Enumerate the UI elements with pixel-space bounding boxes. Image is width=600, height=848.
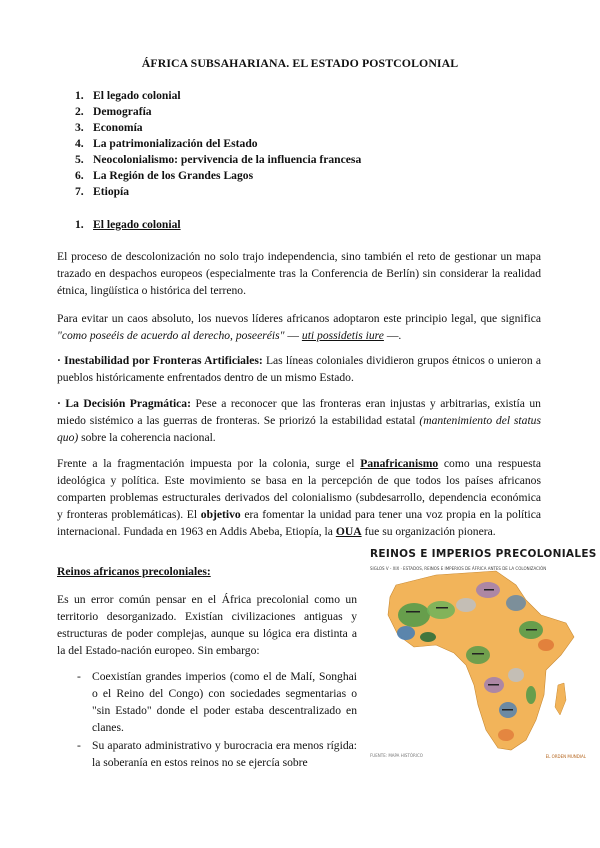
toc-item[interactable]: 6. La Región de los Grandes Lagos	[75, 169, 254, 182]
subheading-reinos: Reinos africanos precoloniales:	[57, 565, 211, 578]
kingdom-region	[397, 626, 415, 640]
madagascar-island	[555, 683, 566, 715]
kingdom-region	[427, 601, 455, 619]
kingdom-region	[508, 668, 524, 682]
page-title: ÁFRICA SUBSAHARIANA. EL ESTADO POSTCOLONIAL	[141, 56, 459, 70]
precolonial-kingdoms-map	[366, 545, 597, 767]
kingdom-region	[526, 686, 536, 704]
list-item: - Coexistían grandes imperios (como el de Malí, Songhai o el Reino del Congo) con sociedades segmentarias o "sin Estado" donde el poder estaba descentralizado en clanes.	[77, 670, 357, 734]
kingdom-region	[538, 639, 554, 651]
paragraph-decision-pragmatica: · La Decisión Pragmática: Pese a reconocer que las fronteras eran injustas y arbitrarias, existía un miedo sistémico a las guerras de fronteras. Se priorizó la estabilidad estatal (mantenimiento del status quo) sobre la coherencia nacional.	[57, 397, 541, 444]
paragraph-uti-possidetis: Para evitar un caos absoluto, los nuevos líderes africanos adoptaron este principio legal, que significa "como poseéis de acuerdo al derecho, poseeréis" — uti possidetis iure —.	[57, 312, 541, 342]
bullet-list	[57, 668, 357, 772]
toc-item[interactable]: 3. Economía	[75, 121, 143, 134]
map-subtitle: SIGLOS V - XIX · ESTADOS, REINOS E IMPERIOS DE ÁFRICA ANTES DE LA COLONIZACIÓN	[370, 566, 547, 571]
paragraph-panafricanismo: Frente a la fragmentación impuesta por la colonia, surge el Panafricanismo como una respuesta ideológica y política. Este movimiento se basa en la percepción de que todos los países africanos comparten problemas estructurales derivados del colonialismo (subdesarrollo, dependencia económica y fronteras problemáticas). El objetivo era fomentar la unidad para tener una voz propia en la política internacional. Fundada en 1963 en Addis Abeba, Etiopía, la OUA fue su organización pionera.	[57, 457, 541, 538]
kingdom-region	[398, 603, 430, 627]
toc-item[interactable]: 2. Demografía	[75, 105, 152, 118]
toc-item[interactable]: 5. Neocolonialismo: pervivencia de la influencia francesa	[75, 153, 362, 166]
kingdom-region	[498, 729, 514, 741]
kingdom-region	[420, 632, 436, 642]
paragraph-precolonial: Es un error común pensar en el África precolonial como un territorio desorganizado. Existían civilizaciones antiguas y estructuras de poder complejas, aunque su lógica era distinta a la del Estado-nación europeo. Sin embargo:	[57, 593, 357, 657]
list-item: - Su aparato administrativo y burocracia era menos rígida: la soberanía en estos reinos no se ejercía sobre	[77, 739, 357, 769]
paragraph-inestabilidad: · Inestabilidad por Fronteras Artificiales: Las líneas coloniales dividieron grupos étnicos o unieron a pueblos históricamente enfrentados dentro de un mismo Estado.	[57, 354, 541, 384]
toc-item[interactable]: 7. Etiopía	[75, 185, 130, 198]
map-credit: FUENTE: MAPA HISTÓRICO	[370, 753, 423, 758]
kingdom-region	[456, 598, 476, 612]
map-title: REINOS E IMPERIOS PRECOLONIALES	[370, 548, 597, 560]
kingdom-region	[506, 595, 526, 611]
kingdom-region	[466, 646, 490, 664]
paragraph-descolonizacion: El proceso de descolonización no solo trajo independencia, sino también el reto de gestionar un mapa trazado en despachos europeos (especialmente tras la Conferencia de Berlín) sin considerar la realidad étnica, lingüística o histórica del terreno.	[57, 250, 541, 297]
section-heading: 1. El legado colonial	[75, 218, 181, 231]
africa-map-graphic	[366, 545, 588, 767]
table-of-contents	[75, 88, 361, 200]
toc-item[interactable]: 4. La patrimonialización del Estado	[75, 137, 258, 150]
map-logo: EL ORDEN MUNDIAL	[545, 754, 586, 759]
toc-item[interactable]: 1. El legado colonial	[75, 89, 181, 102]
